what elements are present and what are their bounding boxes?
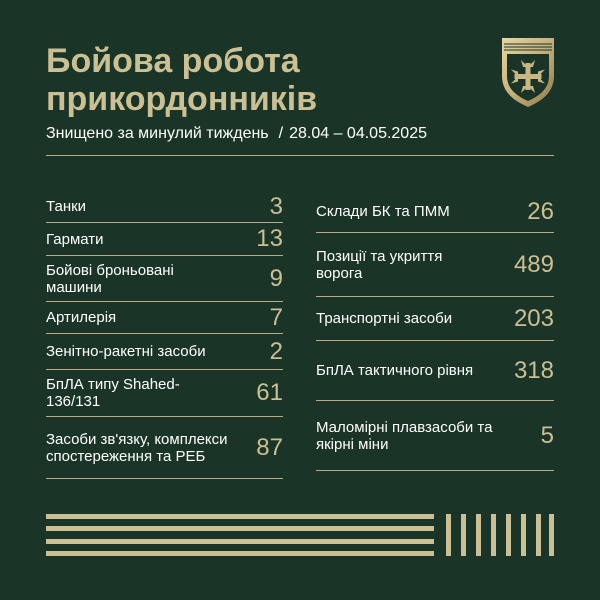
stripe-vertical bbox=[476, 514, 481, 556]
stat-label: Бойові броньовані машини bbox=[46, 261, 174, 296]
stat-row bbox=[316, 341, 554, 401]
stat-value: 5 bbox=[540, 421, 554, 449]
subtitle bbox=[46, 124, 427, 144]
stat-row bbox=[316, 233, 554, 297]
subtitle-text: Знищено за минулий тиждень bbox=[46, 125, 269, 142]
left-stats-column bbox=[46, 191, 283, 479]
border-guard-emblem-icon bbox=[500, 36, 556, 108]
stat-label: Транспортні засоби bbox=[316, 310, 453, 327]
stat-row bbox=[316, 191, 554, 233]
stat-label: БпЛА тактичного рівня bbox=[316, 362, 474, 379]
stripe-horizontal bbox=[46, 526, 434, 531]
stat-row bbox=[46, 370, 283, 417]
stripe-horizontal bbox=[46, 539, 434, 544]
stat-row bbox=[46, 417, 283, 479]
stat-value: 26 bbox=[527, 197, 554, 225]
stripe-vertical bbox=[491, 514, 496, 556]
stat-label: Танки bbox=[46, 198, 87, 215]
subtitle-separator: / bbox=[278, 125, 284, 142]
stat-value: 7 bbox=[269, 303, 283, 331]
stat-label: Позиції та укриття ворога bbox=[316, 247, 443, 282]
stat-row bbox=[46, 191, 283, 223]
stat-label: Склади БК та ПММ bbox=[316, 203, 450, 220]
stat-row bbox=[46, 223, 283, 256]
stat-value: 318 bbox=[513, 356, 554, 384]
stat-label: Гармати bbox=[46, 230, 104, 248]
title-line-2: прикордонників bbox=[46, 80, 318, 118]
stat-label: Артилерія bbox=[46, 309, 117, 326]
stat-value: 3 bbox=[269, 192, 283, 220]
stripe-vertical bbox=[521, 514, 526, 556]
stat-value: 61 bbox=[256, 379, 283, 406]
stat-label: Маломірні плавзасоби та якірні міни bbox=[316, 418, 493, 453]
stripe-vertical bbox=[446, 514, 451, 556]
stripe-vertical bbox=[536, 514, 541, 556]
subtitle-period: 28.04 – 04.05.2025 bbox=[289, 125, 427, 142]
stat-value: 13 bbox=[256, 225, 283, 252]
header-divider bbox=[46, 155, 554, 156]
title-line-1: Бойова робота bbox=[46, 42, 300, 80]
stat-value: 203 bbox=[513, 304, 554, 332]
stat-row bbox=[46, 302, 283, 334]
stripe-vertical bbox=[549, 514, 554, 556]
stripe-horizontal bbox=[46, 551, 434, 556]
stat-row bbox=[316, 297, 554, 341]
stripe-horizontal bbox=[46, 514, 434, 519]
right-stats-column bbox=[316, 191, 554, 471]
stat-row bbox=[46, 256, 283, 302]
stat-label: Засоби зв'язку, комплекси спостереження та РЕБ bbox=[46, 430, 228, 465]
stat-value: 9 bbox=[269, 264, 283, 292]
stripe-vertical bbox=[506, 514, 511, 556]
stat-label: БпЛА типу Shahed-136/131 bbox=[46, 376, 180, 410]
stat-value: 2 bbox=[269, 337, 283, 365]
stat-row bbox=[46, 334, 283, 370]
stat-value: 87 bbox=[256, 433, 283, 461]
stat-value: 489 bbox=[513, 250, 554, 278]
page-title bbox=[46, 42, 486, 118]
stat-label: Зенітно-ракетні засоби bbox=[46, 343, 206, 360]
stat-row bbox=[316, 401, 554, 471]
stripe-vertical bbox=[461, 514, 466, 556]
